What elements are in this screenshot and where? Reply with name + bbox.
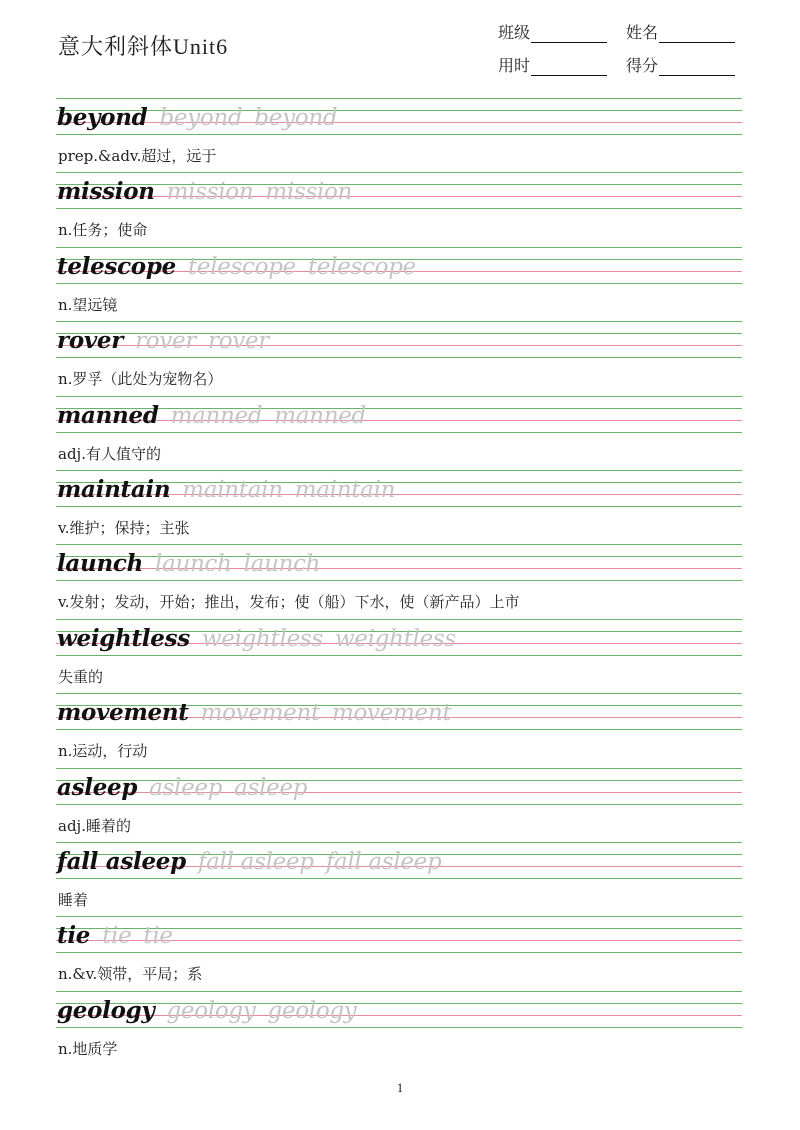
guide-line [56,842,742,843]
guide-line [56,619,742,620]
trace-word[interactable]: telescope [187,253,296,280]
time-field[interactable] [498,53,607,76]
score-blank-line[interactable] [659,61,735,76]
vocab-meaning: n.&v.领带，平局；系 [58,965,203,984]
trace-word[interactable]: launch [155,551,232,578]
vocab-entry [0,247,800,321]
vocab-entry [0,619,800,693]
vocab-entry [0,470,800,544]
vocab-word: mission [57,178,155,206]
name-label: 姓名 [626,23,659,42]
vocab-word: telescope [57,252,176,280]
guide-line [56,321,742,322]
guide-line [56,544,742,545]
vocab-entry [0,916,800,990]
name-blank-line[interactable] [659,28,735,43]
guide-line [56,768,742,769]
guide-line [56,580,742,581]
trace-word[interactable]: manned [274,402,366,429]
guide-line [56,357,742,358]
trace-word[interactable]: telescope [307,253,416,280]
trace-word[interactable]: mission [166,179,254,206]
word-row [57,625,456,652]
trace-word[interactable]: rover [135,328,197,355]
worksheet-title: 意大利斜体Unit6 [58,34,229,59]
vocab-meaning: v.发射；发动，开始；推出，发布；使（船）下水，使（新产品）上市 [58,593,520,612]
vocab-meaning: n.地质学 [58,1039,118,1058]
trace-word[interactable]: fall asleep [325,849,442,875]
vocab-entry [0,396,800,470]
trace-word[interactable]: geology [166,997,256,1024]
guide-line [56,916,742,917]
guide-line [56,134,742,135]
guide-line [56,247,742,248]
trace-word[interactable]: asleep [149,774,223,801]
trace-word[interactable]: tie [143,923,173,950]
vocab-meaning: prep.&adv.超过，远于 [58,147,217,165]
vocab-meaning: n.运动，行动 [58,742,148,761]
trace-word[interactable]: geology [267,997,357,1024]
guide-line [56,878,742,879]
vocab-word: movement [57,699,189,727]
vocab-entry [0,321,800,395]
word-row [57,997,357,1024]
guide-line [56,432,742,433]
vocab-meaning: n.望远镜 [58,295,118,314]
guide-line [56,729,742,730]
score-label: 得分 [626,56,659,75]
trace-word[interactable]: weightless [201,625,323,652]
vocab-word: fall asleep [57,848,186,875]
trace-word[interactable]: manned [170,402,263,429]
vocab-word: tie [57,922,91,950]
trace-word[interactable]: tie [102,923,132,950]
word-row [57,699,451,726]
page-number: 1 [396,1080,404,1095]
vocab-word: beyond [57,104,148,131]
trace-word[interactable]: maintain [182,477,283,503]
score-field[interactable] [626,53,735,76]
word-row [57,402,366,429]
vocab-meaning: 失重的 [58,667,104,686]
vocab-meaning: v.维护；保持；主张 [58,519,190,537]
word-row [57,922,173,949]
trace-word[interactable]: beyond [254,105,338,131]
guide-line [56,283,742,284]
vocab-entry [0,693,800,767]
vocab-entry [0,172,800,246]
word-row [57,550,320,577]
vocab-entry [0,768,800,842]
guide-line [56,98,742,99]
vocab-entry [0,98,800,172]
name-field[interactable] [626,20,735,43]
vocab-entry [0,991,800,1065]
vocab-meaning: adj.有人值守的 [58,444,161,463]
word-row [57,253,416,280]
time-label: 用时 [498,56,531,75]
trace-word[interactable]: rover [208,328,269,355]
word-row [57,774,307,801]
vocab-entry [0,842,800,916]
class-blank-line[interactable] [531,28,607,43]
trace-word[interactable]: movement [200,700,320,727]
vocab-entry [0,544,800,618]
trace-word[interactable]: mission [265,179,353,206]
vocab-meaning: n.罗孚（此处为宠物名） [58,370,223,389]
trace-word[interactable]: movement [331,700,452,727]
vocab-word: rover [57,327,124,355]
word-row [57,848,441,875]
guide-line [56,506,742,507]
vocab-word: geology [57,996,155,1024]
vocab-meaning: n.任务；使命 [58,221,148,240]
vocab-word: maintain [57,476,171,503]
word-row [57,476,395,503]
vocab-meaning: 睡着 [58,891,89,909]
word-row [57,327,269,354]
word-row [57,178,352,205]
guide-line [56,172,742,173]
word-row [57,104,337,131]
trace-word[interactable]: fall asleep [197,849,314,875]
class-field[interactable] [498,20,607,43]
trace-word[interactable]: beyond [159,105,243,131]
vocab-word: asleep [57,773,138,801]
guide-line [56,1027,742,1028]
vocab-word: weightless [57,624,190,652]
guide-line [56,693,742,694]
guide-line [56,991,742,992]
trace-word[interactable]: maintain [294,477,396,503]
vocab-word: manned [57,401,159,429]
guide-line [56,952,742,953]
time-blank-line[interactable] [531,61,607,76]
guide-line [56,804,742,805]
trace-word[interactable]: weightless [334,625,456,652]
class-label: 班级 [498,23,531,42]
guide-line [56,208,742,209]
guide-line [56,396,742,397]
vocab-word: launch [57,550,144,578]
trace-word[interactable]: launch [243,551,321,578]
guide-line [56,470,742,471]
vocab-meaning: adj.睡着的 [58,816,131,835]
trace-word[interactable]: asleep [234,774,308,801]
guide-line [56,655,742,656]
